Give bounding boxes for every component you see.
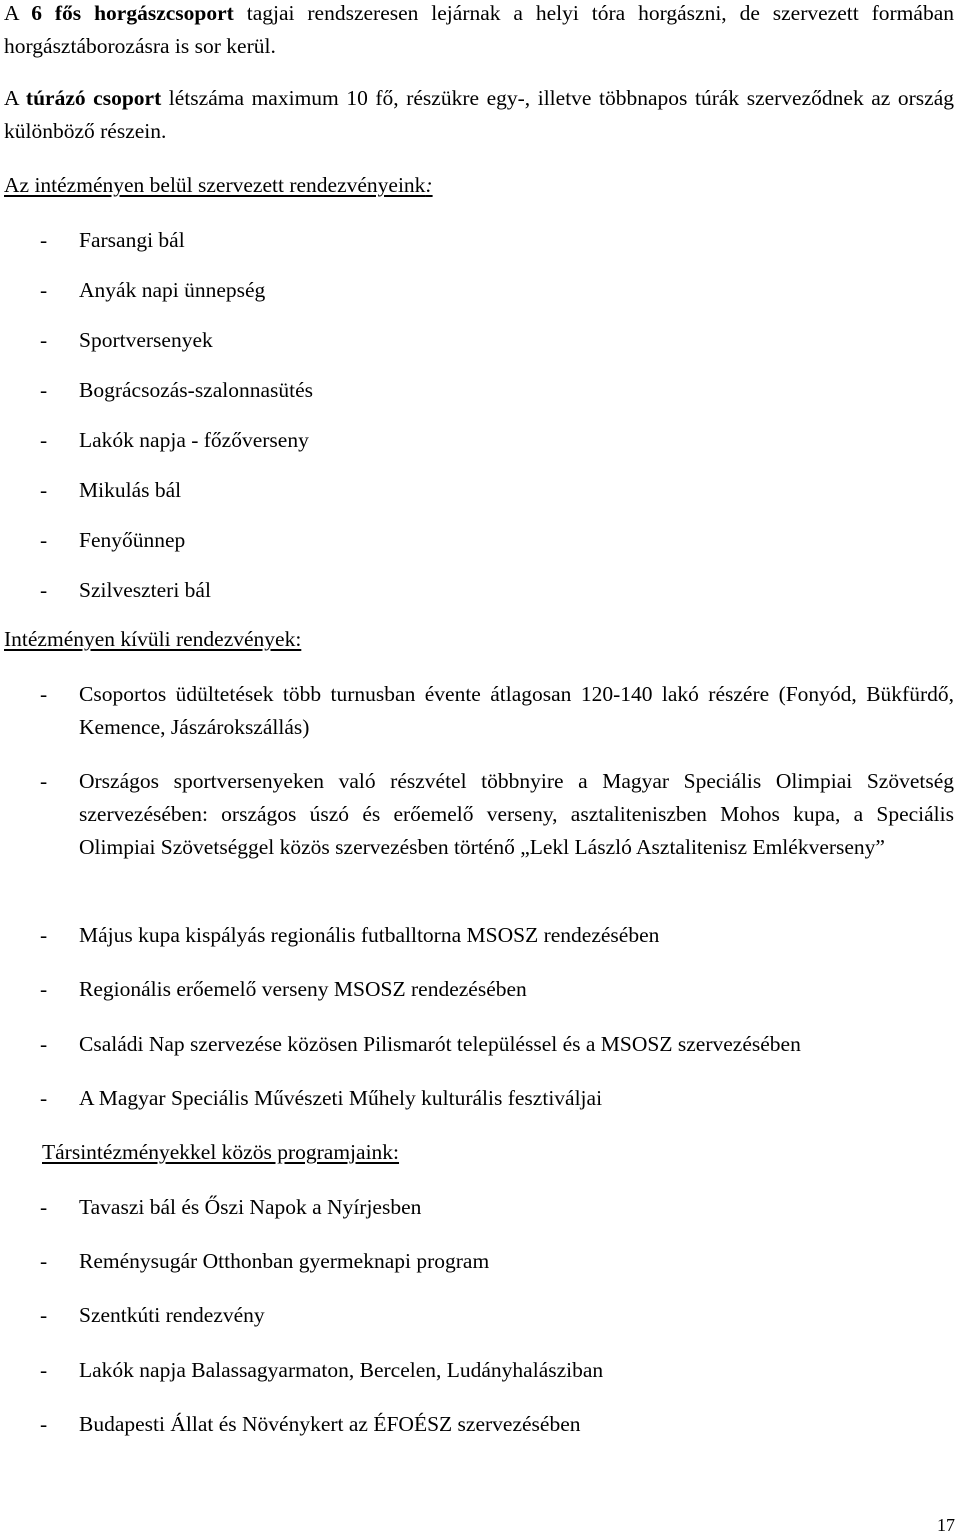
page-number: 17 [937, 1515, 955, 1535]
heading-external-events: Intézményen kívüli rendezvények: [4, 627, 302, 651]
paragraph-hiking-group: A túrázó csoport létszáma maximum 10 fő, részükre egy-, illetve többnapos túrák szerveződnek az ország különböző részein. [4, 86, 955, 143]
heading-partner-programs: Társintézményekkel közös programjaink: [42, 1140, 400, 1164]
document-page: A 6 fős horgászcsoport tagjai rendszeresen lejárnak a helyi tóra horgászni, de szervezett formában horgásztáborozásra is sor kerül. A túrázó csoport létszáma maximum 10 fő, részükre egy-, illetve többnapos túrák szerveződnek az ország különböző részein. Az intézményen belül szervezett rendezvényeink: - Farsangi bál - Anyák napi ünnepség - Sportversenyek - Bográcsozás-szalonnasütés - Lakók napja - főzőverseny - Mikulás bál - Fenyőünnep - Szilveszteri bál Intézményen kívüli rendezvények: - Csoportos üdültetések több turnusban évente átlagosan 120-140 lakó részére (Fonyód, Bükfürdő, Kemence, Jászárokszállás) - Országos sportversenyeken való részvétel többnyire a Magyar Speciális Olimpiai Szövetség szervezésében: országos úszó és erőemelő verseny, asztaliteniszben Mohos kupa, a Speciális Olimpiai Szövetséggel közös szervezésben történő „Lekl László Asztalitenisz Emlékverseny” - Május kupa kispályás regionális futballtorna MSOSZ rendezésében - Regionális erőemelő verseny MSOSZ rendezésében - Családi Nap szervezése közösen Pilismarót településsel és a MSOSZ szervezésében - A Magyar Speciális Művészeti Műhely kulturális fesztiváljai Társintézményekkel közös programjaink: - Tavaszi bál és Őszi Napok a Nyírjesben - Reménysugár Otthonban gyermeknapi program - Szentkúti rendezvény - Lakók napja Balassagyarmaton, Bercelen, Ludányhalásziban - Budapesti Állat és Növénykert az ÉFOÉSZ szervezésében 17 [0, 0, 960, 1537]
fishing-group-bold: 6 fős horgászcsoport [31, 1, 234, 25]
heading-internal-events: Az intézményen belül szervezett rendezvényeink: [4, 173, 433, 197]
hiking-group-bold: túrázó csoport [25, 86, 162, 110]
paragraph-fishing-group: A 6 fős horgászcsoport tagjai rendszeresen lejárnak a helyi tóra horgászni, de szervezett formában horgásztáborozásra is sor kerül. [4, 1, 954, 58]
